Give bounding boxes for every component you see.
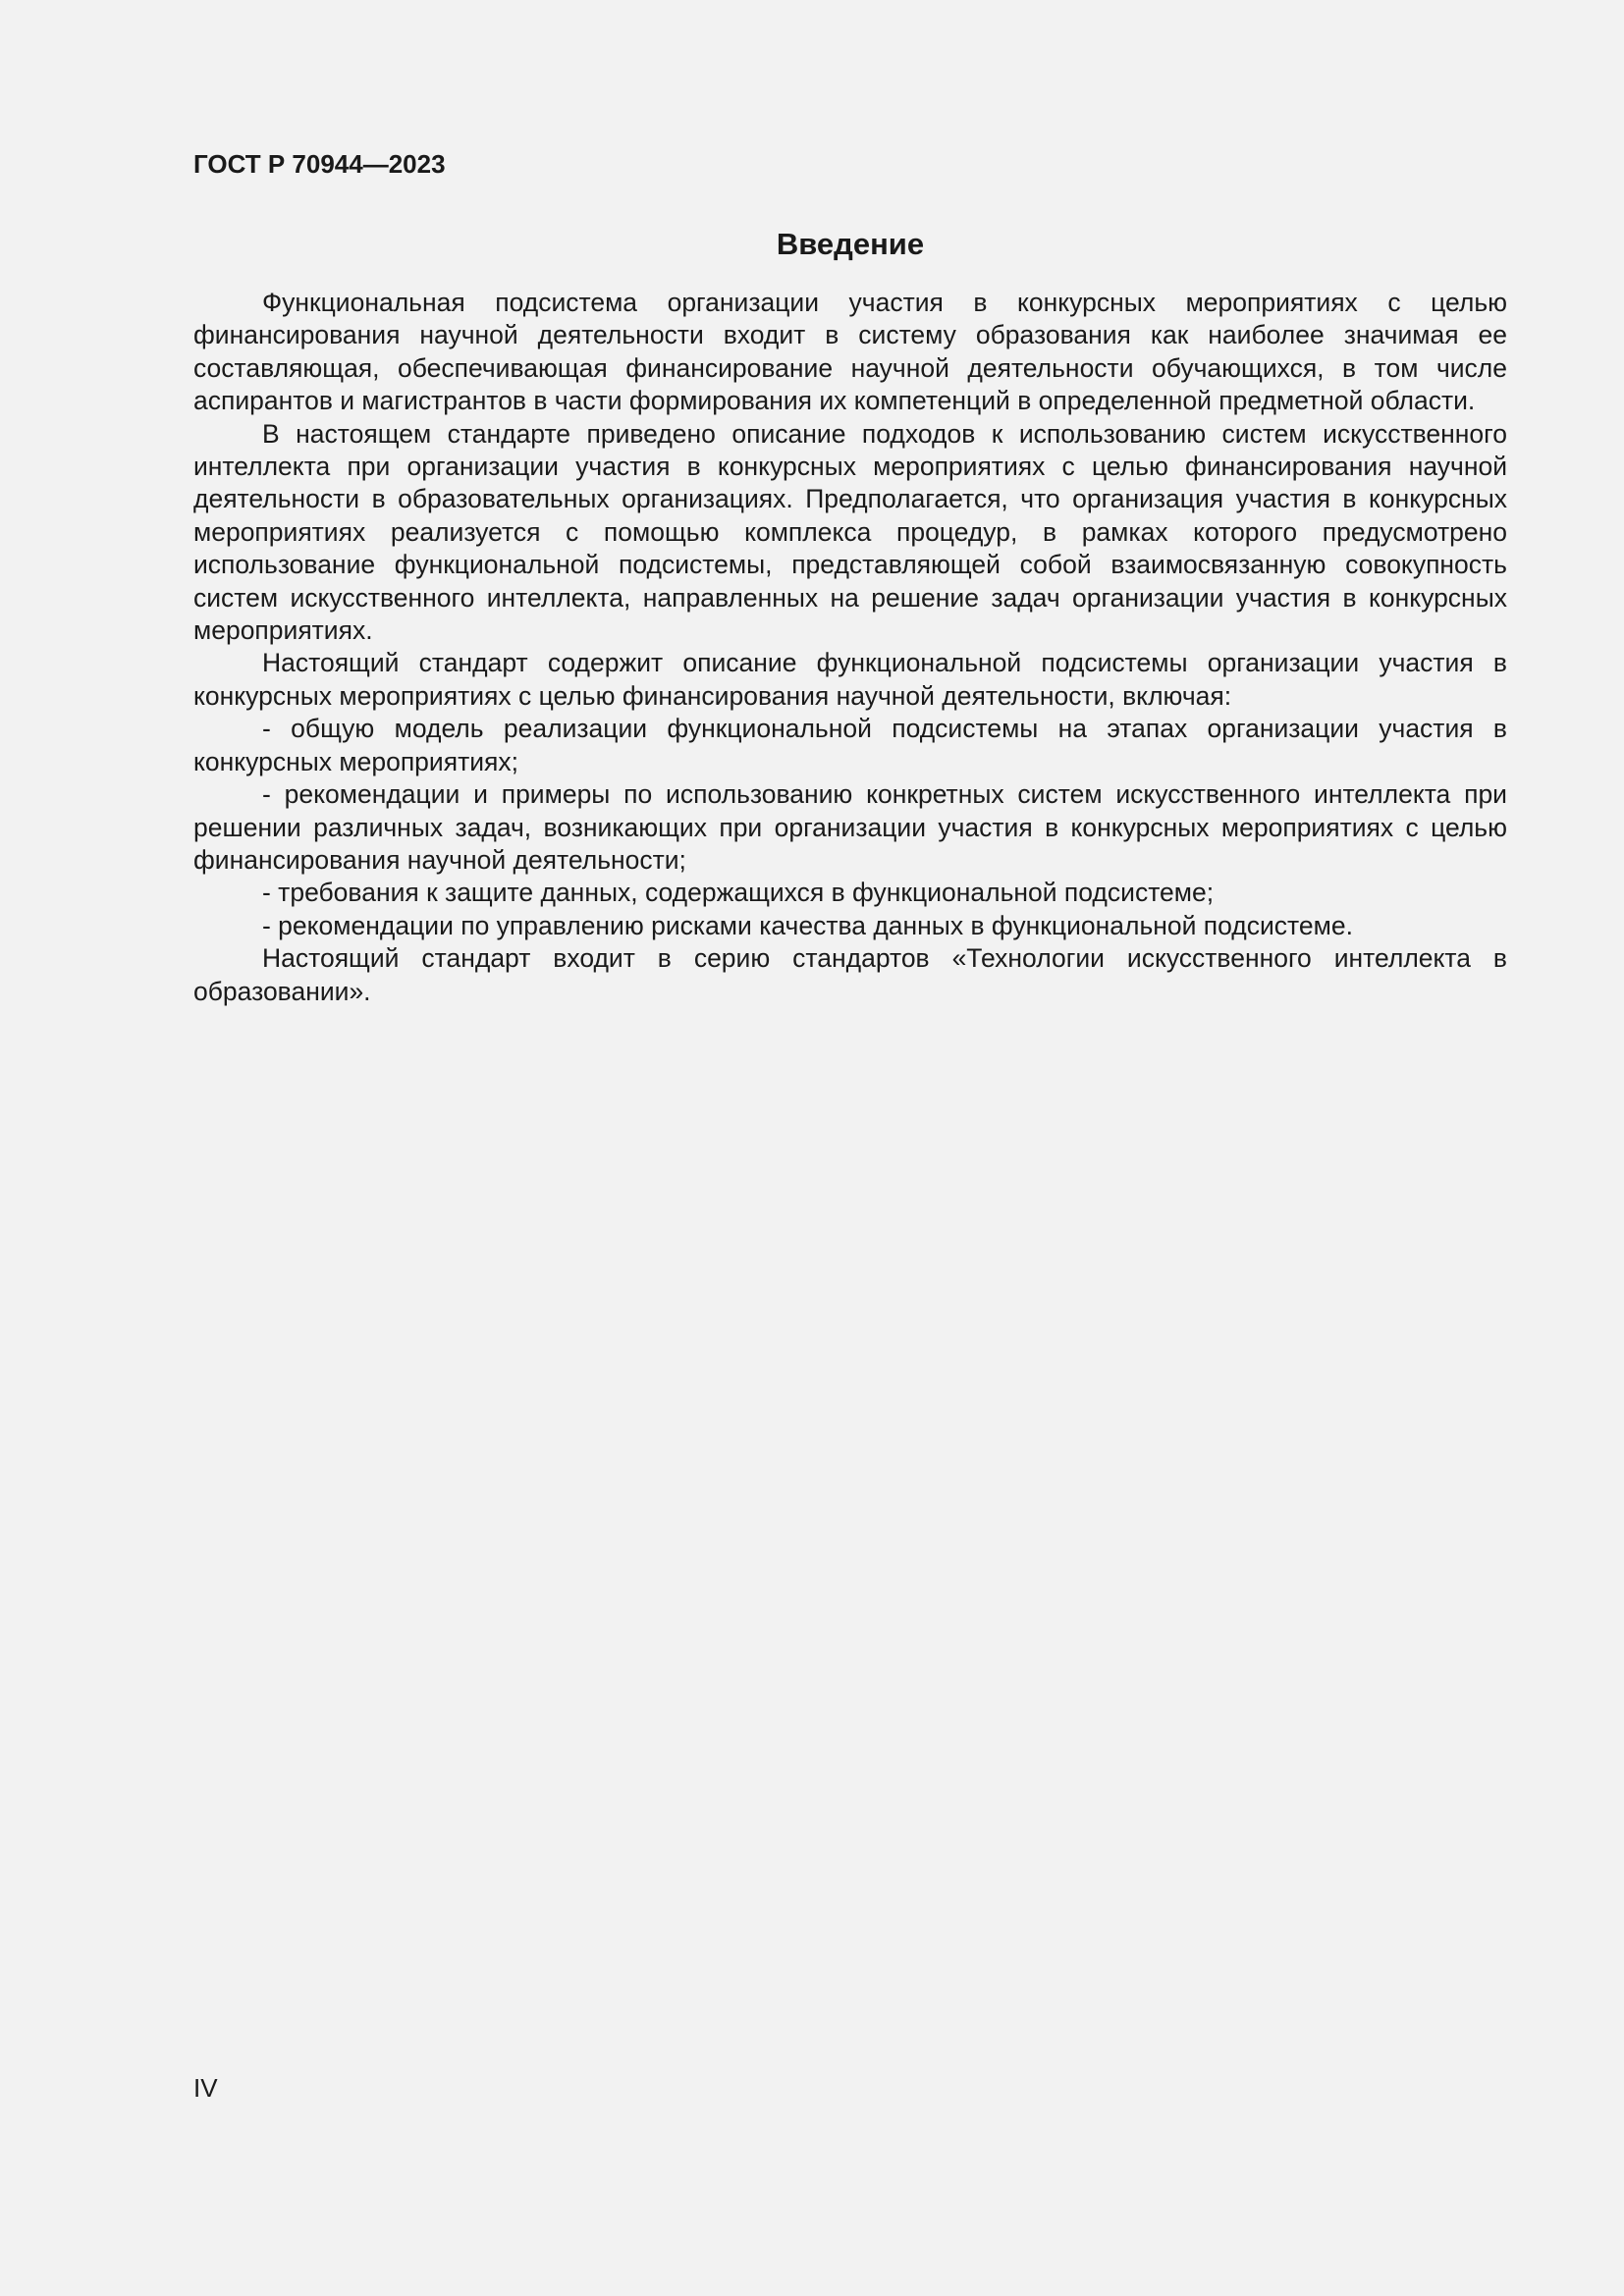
list-item-model: - общую модель реализации функциональной подсистемы на этапах организации участия в конкурсных мероприятиях; [193,714,1507,776]
section-title: Введение [776,227,925,261]
intro-paragraph: Функциональная подсистема организации участия в конкурсных мероприятиях с целью финансирования научной деятельности входит в систему образования как наиболее значимая ее составляющая, обеспечивающая финансирование научной деятельности обучающихся, в том числе аспирантов и магистрантов в части формирования их компетенций в определенной предметной области. [193,288,1507,416]
list-item-recommendations: - рекомендации и примеры по использованию конкретных систем искусственного интеллекта при решении различных задач, возникающих при организации участия в конкурсных мероприятиях с целью финансирования научной деятельности; [193,779,1507,875]
section-body [193,287,1507,1008]
series-paragraph: Настоящий стандарт входит в серию стандартов «Технологии искусственного интеллекта в образовании». [193,943,1507,1006]
contents-paragraph: Настоящий стандарт содержит описание функциональной подсистемы организации участия в конкурсных мероприятиях с целью финансирования научной деятельности, включая: [193,648,1507,711]
list-item-data-protection: - требования к защите данных, содержащихся в функциональной подсистеме; [262,878,1215,908]
list-item-risk-management: - рекомендации по управлению рисками качества данных в функциональной подсистеме. [262,910,1353,940]
scope-paragraph: В настоящем стандарте приведено описание подходов к использованию систем искусственного интеллекта при организации участия в конкурсных мероприятиях с целью финансирования научной деятельности в образовательных организациях. Предполагается, что организация участия в конкурсных мероприятиях реализуется с помощью комплекса процедур, в рамках которого предусмотрено использование функциональной подсистемы, представляющей собой взаимосвязанную совокупность систем искусственного интеллекта, направленных на решение задач организации участия в конкурсных мероприятиях. [193,418,1507,646]
document-header: ГОСТ Р 70944—2023 [193,149,446,179]
page-number: IV [193,2073,218,2103]
